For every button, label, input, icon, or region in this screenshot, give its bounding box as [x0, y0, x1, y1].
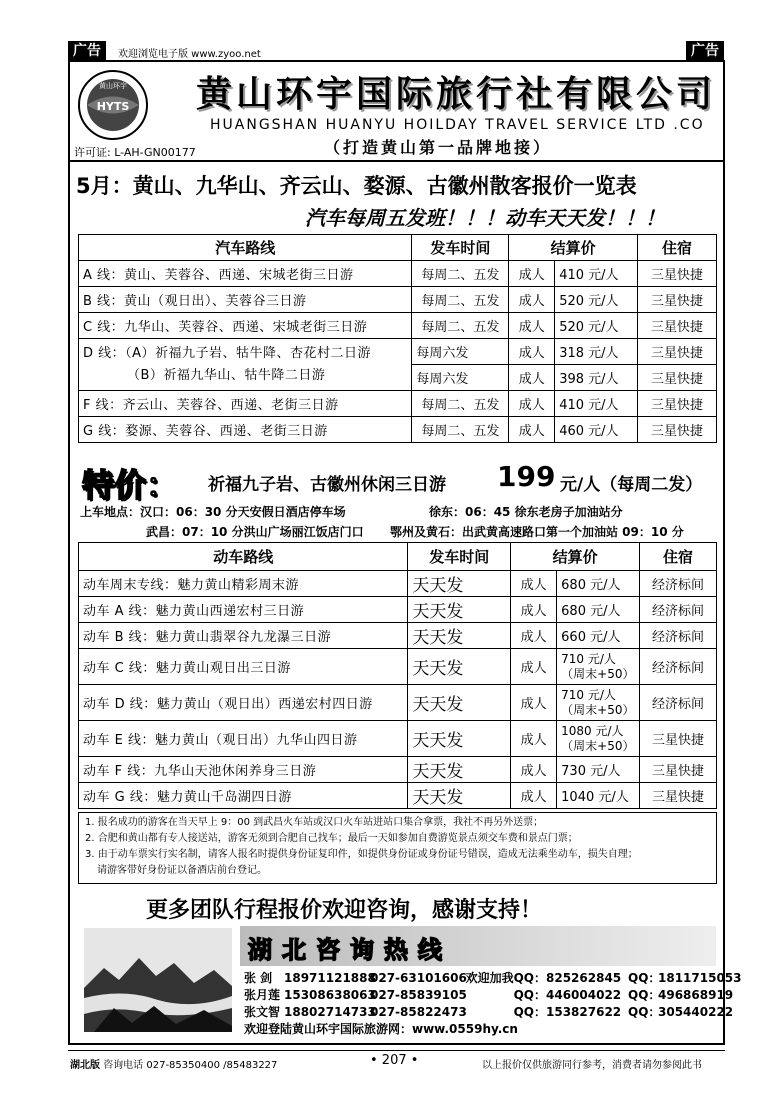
table-row [79, 313, 717, 339]
contact-qq2-label: QQ： [628, 1005, 661, 1019]
contact-qq1: 825262845 [546, 971, 622, 985]
type-cell: 成人 [509, 313, 555, 339]
footer-edition: 湖北版 [70, 1060, 100, 1071]
cta-text: 更多团队行程报价欢迎咨询，感谢支持！ [146, 898, 543, 923]
hotel-cell: 三星快捷 [638, 365, 717, 391]
route-d-b: （B）祈福九华山、牯牛降二日游 [127, 367, 326, 383]
contact-name: 张 剑 [244, 971, 273, 985]
special-text: 祈福九子岩、古徽州休闲三日游 [208, 475, 446, 495]
table-row [79, 339, 717, 365]
time-cell: 每周二、五发 [412, 261, 509, 287]
pickup-line1: 上车地点：汉口：06：30 分天安假日酒店停车场 [80, 505, 346, 519]
hotel-cell: 三星快捷 [638, 391, 717, 417]
hotel-cell: 经济标间 [640, 685, 717, 721]
contact-qq2-label: QQ： [628, 971, 661, 985]
special-badge: 特价： [82, 466, 179, 504]
type-cell: 成人 [511, 649, 557, 685]
time-cell: 天天发 [408, 685, 511, 721]
table-row [79, 649, 717, 685]
price-main: 1080 元/人 [561, 723, 624, 738]
route-cell: 动车 F 线：九华山天池休闲养身三日游 [79, 757, 408, 783]
time-cell: 天天发 [408, 571, 511, 597]
contact-qq1: 446004022 [546, 988, 622, 1002]
route-cell: C 线：九华山、芙蓉谷、西递、宋城老街三日游 [79, 313, 412, 339]
time-cell: 天天发 [408, 649, 511, 685]
hotel-cell: 经济标间 [640, 597, 717, 623]
price-cell [557, 721, 640, 757]
headline-title: 5月：黄山、九华山、齐云山、婺源、古徽州散客报价一览表 [76, 174, 637, 198]
ad-label-right: 广告 [686, 41, 724, 61]
route-cell: 动车周末专线：魅力黄山精彩周末游 [79, 571, 408, 597]
route-cell: G 线：婺源、芙蓉谷、西递、老街三日游 [79, 417, 412, 443]
header-time: 发车时间 [412, 235, 509, 261]
contacts [244, 970, 742, 1038]
time-cell: 每周六发 [412, 365, 509, 391]
header-route: 汽车路线 [79, 235, 412, 261]
type-cell: 成人 [509, 287, 555, 313]
contact-qq-label: QQ： [513, 988, 546, 1002]
header-hotel: 住宿 [638, 235, 717, 261]
pickup-line2: 武昌：07：10 分洪山广场丽江饭店门口 [146, 525, 364, 539]
header-divider [68, 160, 725, 162]
note-1: 1. 报名成功的游客在当天早上 9：00 到武昌火车站或汉口火车站进站口集合拿票，我社不再另外送票； [85, 817, 544, 828]
time-cell: 天天发 [408, 783, 511, 809]
type-cell: 成人 [511, 623, 557, 649]
route-cell: 动车 B 线：魅力黄山翡翠谷九龙瀑三日游 [79, 623, 408, 649]
table-row [79, 783, 717, 809]
hotel-cell: 三星快捷 [638, 313, 717, 339]
contact-tel: 027-85822473 [370, 1005, 467, 1019]
pickup-line2b: 鄂州及黄石：出武黄高速路口第一个加油站 09：10 分 [390, 525, 684, 539]
ad-label-left: 广告 [68, 41, 106, 61]
contact-row [244, 970, 742, 987]
price-cell: 520 元/人 [555, 287, 638, 313]
contact-row [244, 1004, 742, 1021]
route-cell: 动车 A 线：魅力黄山西递宏村三日游 [79, 597, 408, 623]
contact-qq2: 1811715053 [658, 971, 742, 985]
contact-qq-label: 欢迎加我QQ： [465, 971, 546, 985]
hotel-cell: 三星快捷 [638, 339, 717, 365]
time-cell: 天天发 [408, 721, 511, 757]
hotel-cell: 三星快捷 [640, 757, 717, 783]
time-cell: 天天发 [408, 623, 511, 649]
time-cell: 天天发 [408, 597, 511, 623]
notes-box [78, 812, 717, 884]
headline-subtitle: 汽车每周五发班！！！动车天天发！！！ [305, 206, 665, 230]
company-name-cn: 黄山环宇国际旅行社有限公司 [196, 73, 717, 115]
type-cell: 成人 [509, 339, 555, 365]
contact-tel: 027-85839105 [370, 988, 467, 1002]
time-cell: 每周二、五发 [412, 391, 509, 417]
note-2: 2. 合肥和黄山都有专人接送站，游客无须到合肥自己找车；最后一天如参加自费游览景点须交车费和景点门票； [85, 833, 578, 844]
price-cell [557, 685, 640, 721]
price-main: 710 元/人 [561, 687, 616, 702]
type-cell: 成人 [511, 597, 557, 623]
price-cell: 680 元/人 [557, 571, 640, 597]
price-cell: 460 元/人 [555, 417, 638, 443]
price-cell: 398 元/人 [555, 365, 638, 391]
route-d-a: D 线：（A）祈福九子岩、牯牛降、杏花村二日游 [83, 345, 372, 361]
contact-qq2: 305440222 [658, 1005, 734, 1019]
hotel-cell: 三星快捷 [640, 783, 717, 809]
page-number: • 207 • [370, 1053, 419, 1068]
header-time: 发车时间 [408, 543, 511, 571]
contact-mobile: 18802714733 [284, 1005, 376, 1019]
price-cell: 520 元/人 [555, 313, 638, 339]
header-price: 结算价 [511, 543, 640, 571]
type-cell: 成人 [511, 757, 557, 783]
type-cell: 成人 [509, 261, 555, 287]
table-row [79, 571, 717, 597]
table-row [79, 287, 717, 313]
hotel-cell: 经济标间 [640, 571, 717, 597]
table-row [79, 757, 717, 783]
contact-qq2-label: QQ： [628, 988, 661, 1002]
contact-qq1: 153827622 [546, 1005, 622, 1019]
table-row [79, 597, 717, 623]
website: 欢迎登陆黄山环宇国际旅游网：www.0559hy.cn [244, 1022, 518, 1036]
special-unit: 元/人（每周二发） [560, 475, 703, 495]
bus-table-header [79, 235, 717, 261]
note-3: 3. 由于动车票实行实名制，请客人报名时提供身份证复印件，如提供身份证或身份证号错误，造成无法乘坐动车，损失自理； [85, 849, 638, 860]
hotel-cell: 三星快捷 [640, 721, 717, 757]
price-cell: 730 元/人 [557, 757, 640, 783]
route-cell: 动车 D 线：魅力黄山（观日出）西递宏村四日游 [79, 685, 408, 721]
hotel-cell: 经济标间 [640, 623, 717, 649]
train-table-header [79, 543, 717, 571]
time-cell: 天天发 [408, 757, 511, 783]
table-row [79, 721, 717, 757]
hotline-title: 湖北咨询热线 [248, 936, 452, 964]
route-cell: B 线：黄山（观日出）、芙蓉谷三日游 [79, 287, 412, 313]
hotel-cell: 经济标间 [640, 649, 717, 685]
train-table [78, 542, 717, 809]
hotel-cell: 三星快捷 [638, 287, 717, 313]
route-cell: 动车 C 线：魅力黄山观日出三日游 [79, 649, 408, 685]
hotel-cell: 三星快捷 [638, 417, 717, 443]
table-row [79, 417, 717, 443]
price-cell [557, 649, 640, 685]
table-row [79, 685, 717, 721]
price-weekend: （周末+50） [561, 702, 635, 717]
contact-name: 张文智 [244, 1005, 281, 1019]
route-cell: 动车 G 线：魅力黄山千岛湖四日游 [79, 783, 408, 809]
slogan: （打造黄山第一品牌地接） [324, 138, 553, 157]
company-logo [76, 68, 150, 142]
contact-tel: 027-63101606 [370, 971, 467, 985]
note-4: 请游客带好身份证以备酒店前台登记。 [97, 865, 267, 876]
footer-disclaimer: 以上报价仅供旅游同行参考，消费者请勿参阅此书 [482, 1060, 702, 1071]
contact-qq-label: QQ： [513, 1005, 546, 1019]
footer-divider [68, 1050, 725, 1051]
type-cell: 成人 [509, 417, 555, 443]
price-cell: 660 元/人 [557, 623, 640, 649]
mountain-photo [84, 928, 232, 1032]
price-cell: 410 元/人 [555, 261, 638, 287]
bus-table [78, 234, 717, 443]
route-cell: F 线：齐云山、芙蓉谷、西递、老街三日游 [79, 391, 412, 417]
logo-text: HYTS [96, 100, 130, 113]
contact-mobile: 18971121888 [284, 971, 376, 985]
pickup-line1b: 徐东：06：45 徐东老房子加油站分 [429, 505, 623, 519]
footer-phone: 咨询电话 027-85350400 /85483227 [103, 1060, 278, 1071]
header-price: 结算价 [509, 235, 638, 261]
contact-row [244, 987, 742, 1004]
welcome-text: 欢迎浏览电子版 www.zyoo.net [118, 49, 261, 60]
type-cell: 成人 [509, 391, 555, 417]
header-route: 动车路线 [79, 543, 408, 571]
route-cell-d [79, 339, 412, 391]
table-row [79, 623, 717, 649]
price-cell: 318 元/人 [555, 339, 638, 365]
time-cell: 每周二、五发 [412, 287, 509, 313]
type-cell: 成人 [509, 365, 555, 391]
license-number: 许可证: L-AH-GN00177 [74, 146, 196, 159]
time-cell: 每周二、五发 [412, 313, 509, 339]
table-row [79, 391, 717, 417]
route-cell: 动车 E 线：魅力黄山（观日出）九华山四日游 [79, 721, 408, 757]
type-cell: 成人 [511, 783, 557, 809]
table-row [79, 261, 717, 287]
price-cell: 1040 元/人 [557, 783, 640, 809]
type-cell: 成人 [511, 571, 557, 597]
contact-name: 张月莲 [244, 988, 281, 1002]
header-hotel: 住宿 [640, 543, 717, 571]
type-cell: 成人 [511, 721, 557, 757]
contact-qq2: 496868919 [658, 988, 734, 1002]
footer-left [70, 1056, 277, 1071]
price-cell: 410 元/人 [555, 391, 638, 417]
price-cell: 680 元/人 [557, 597, 640, 623]
price-weekend: （周末+50） [561, 666, 635, 681]
price-weekend: （周末+50） [561, 738, 635, 753]
time-cell: 每周六发 [412, 339, 509, 365]
hotel-cell: 三星快捷 [638, 261, 717, 287]
logo-ring-text: 黄山环宇 [99, 82, 127, 90]
company-name-en: HUANGSHAN HUANYU HOILDAY TRAVEL SERVICE LTD .CO [210, 117, 705, 133]
special-price: 199 [497, 460, 556, 493]
route-cell: A 线：黄山、芙蓉谷、西递、宋城老街三日游 [79, 261, 412, 287]
time-cell: 每周二、五发 [412, 417, 509, 443]
type-cell: 成人 [511, 685, 557, 721]
price-main: 710 元/人 [561, 651, 616, 666]
contact-mobile: 15308638063 [284, 988, 376, 1002]
